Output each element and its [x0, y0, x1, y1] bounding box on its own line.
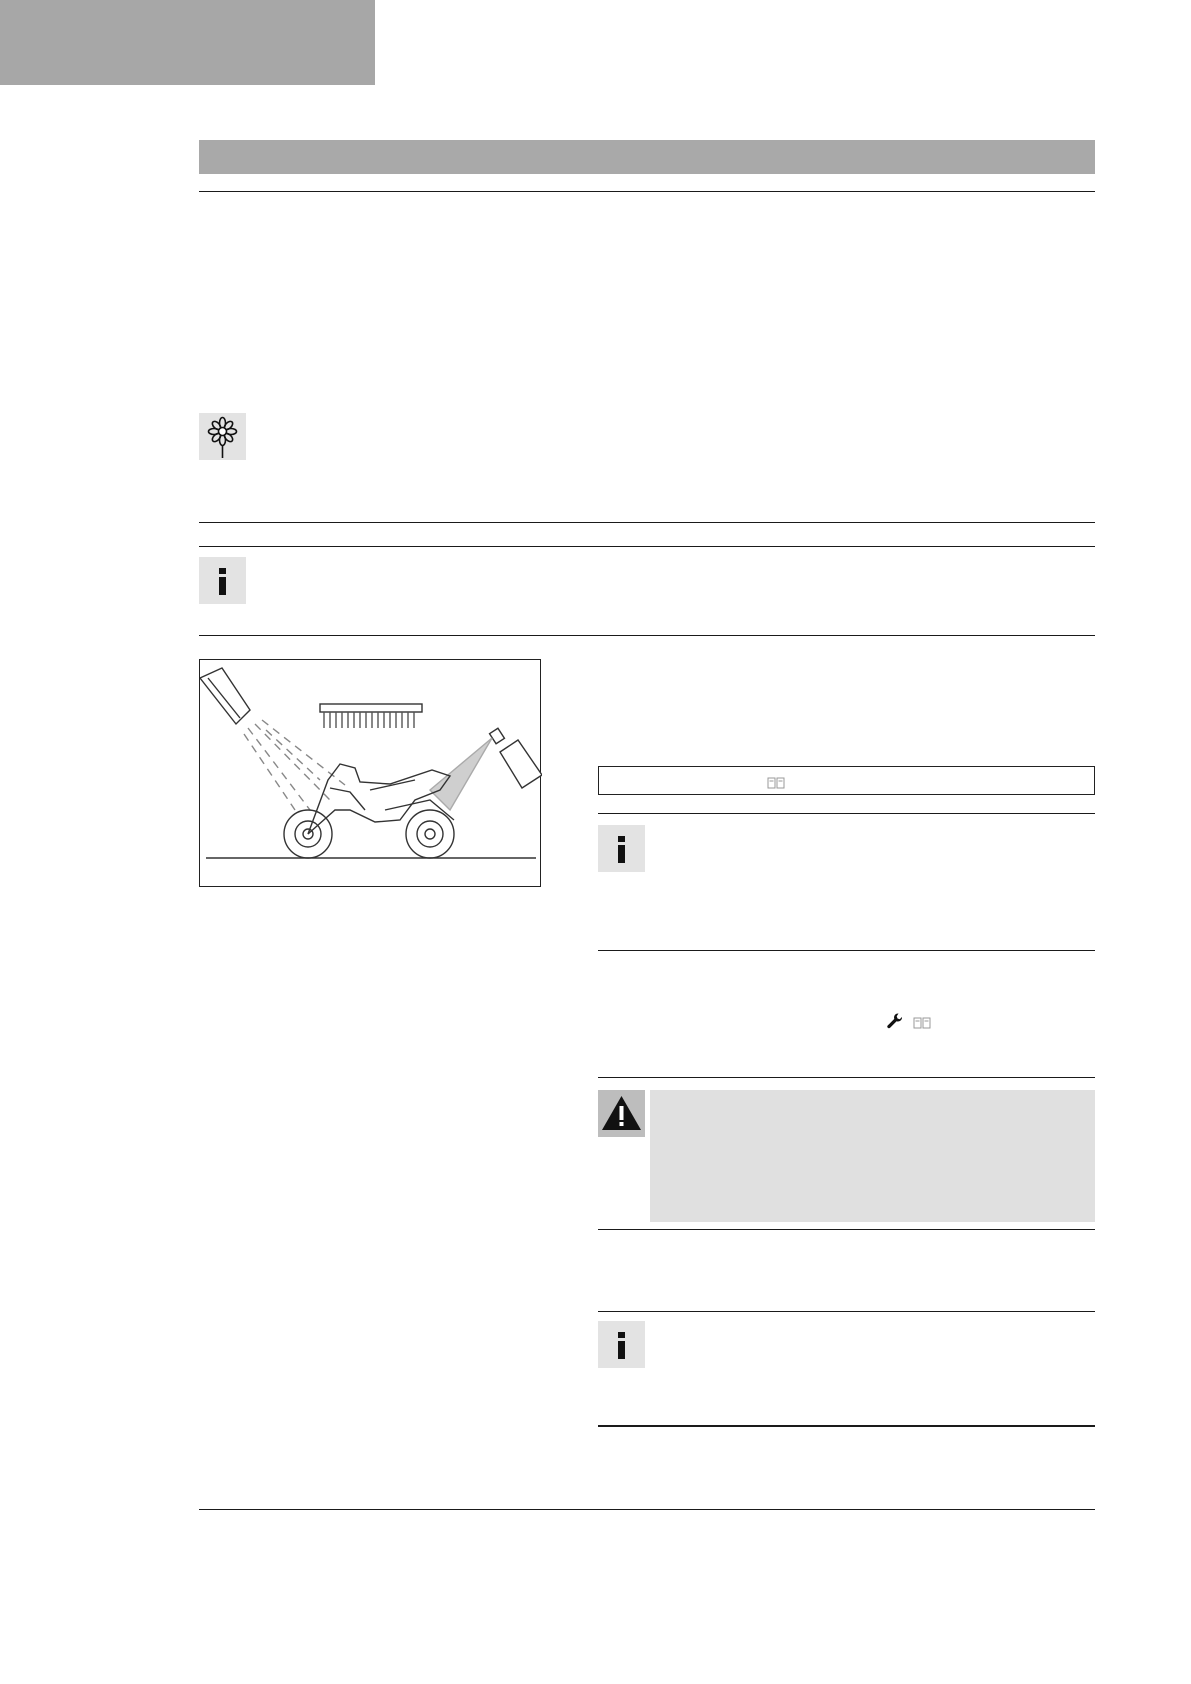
- divider-line: [199, 522, 1095, 523]
- footer-line: [199, 1509, 1095, 1510]
- info-note-icon-box: [598, 1321, 645, 1368]
- section-corner-tab: [0, 0, 375, 85]
- info-note-icon-box: [598, 825, 645, 872]
- divider-line: [199, 191, 1095, 192]
- divider-line: [598, 1311, 1095, 1312]
- environment-note-icon-box: [199, 413, 246, 460]
- warning-icon-box: [598, 1090, 645, 1137]
- book-reference-icon: [767, 774, 785, 792]
- divider-line: [598, 1077, 1095, 1078]
- divider-line: [598, 950, 1095, 951]
- divider-line: [598, 813, 1095, 814]
- book-reference-icon: [913, 1014, 931, 1032]
- reference-box: [598, 766, 1095, 795]
- info-icon: [598, 1321, 645, 1368]
- flower-icon: [199, 413, 246, 460]
- divider-line: [199, 546, 1095, 547]
- divider-line: [598, 1229, 1095, 1230]
- info-note-icon-box: [199, 557, 246, 604]
- chapter-title-bar: [199, 140, 1095, 174]
- divider-line: [598, 1425, 1095, 1427]
- wrench-icon: [886, 1012, 904, 1035]
- info-icon: [199, 557, 246, 604]
- cleaning-figure: [199, 659, 541, 887]
- warning-triangle-icon: [598, 1090, 645, 1137]
- warning-panel: [650, 1090, 1095, 1222]
- divider-line: [199, 635, 1095, 636]
- motorcycle-cleaning-illustration: [200, 660, 542, 888]
- info-icon: [598, 825, 645, 872]
